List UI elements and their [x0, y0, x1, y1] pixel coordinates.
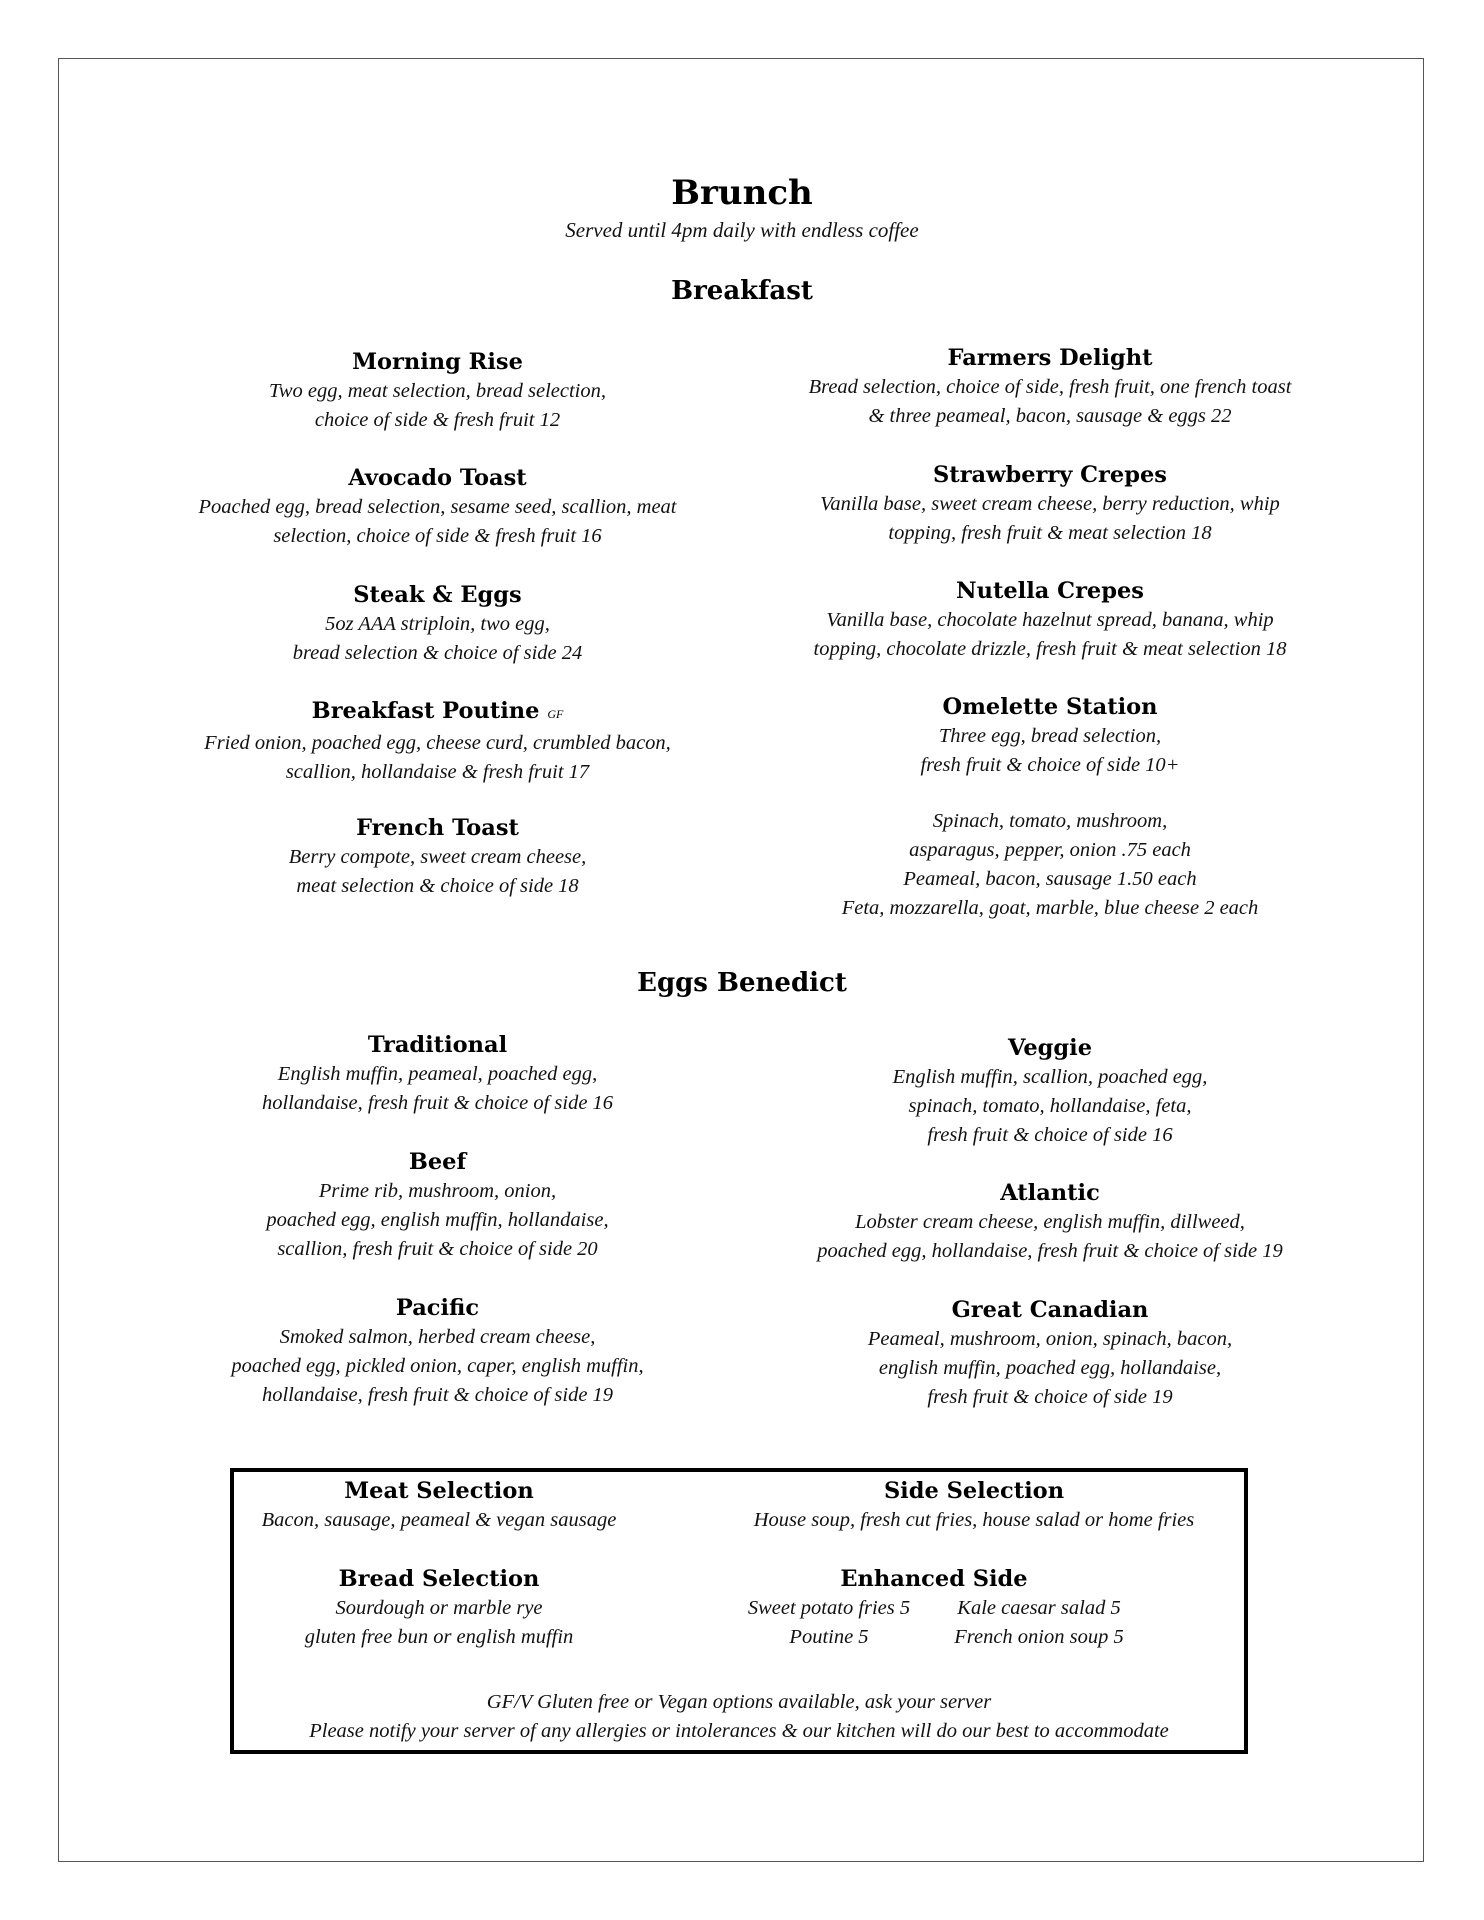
menu-item-traditional	[140, 1030, 735, 1118]
enhanced-side-item: French onion soup 5	[954, 1626, 1124, 1648]
bread-selection	[234, 1564, 644, 1652]
item-name: Nutella Crepes	[956, 578, 1144, 604]
menu-title: Brunch	[671, 173, 813, 213]
menu-item-avocado-toast	[140, 463, 735, 551]
item-description: Berry compote, sweet cream cheese, meat selection & choice of side 18	[288, 846, 587, 897]
item-name: Steak & Eggs	[353, 582, 522, 608]
meat-selection	[234, 1476, 644, 1535]
side-selection-title: Side Selection	[883, 1478, 1065, 1504]
enhanced-side	[734, 1564, 1134, 1652]
item-name: Breakfast Poutine	[311, 698, 540, 724]
item-name: French Toast	[356, 815, 519, 841]
menu-item-omelette-station	[752, 692, 1348, 780]
item-description: Two egg, meat selection, bread selection, choice of side & fresh fruit 12	[268, 380, 607, 431]
item-description: Vanilla base, sweet cream cheese, berry reduction, whip topping, fresh fruit & meat selection 18	[820, 493, 1280, 544]
item-name: Veggie	[1007, 1035, 1093, 1061]
item-name: Pacific	[395, 1295, 480, 1321]
item-description: Prime rib, mushroom, onion, poached egg, english muffin, hollandaise, scallion, fresh fruit & choice of side 20	[266, 1180, 609, 1260]
enhanced-side-title: Enhanced Side	[840, 1566, 1028, 1592]
item-description: Vanilla base, chocolate hazelnut spread, banana, whip topping, chocolate drizzle, fresh fruit & meat selection 18	[813, 609, 1287, 660]
menu-item-veggie	[752, 1033, 1348, 1150]
section-heading-breakfast: Breakfast	[671, 276, 813, 306]
side-selection-desc: House soup, fresh cut fries, house salad or home fries	[753, 1509, 1195, 1531]
bread-selection-line2: gluten free bun or english muffin	[304, 1626, 574, 1648]
menu-item-great-canadian	[752, 1295, 1348, 1412]
item-description: Lobster cream cheese, english muffin, dillweed, poached egg, hollandaise, fresh fruit & choice of side 19	[817, 1211, 1283, 1262]
item-name: Avocado Toast	[348, 465, 527, 491]
dietary-notes	[234, 1688, 1244, 1746]
item-name: Strawberry Crepes	[933, 462, 1167, 488]
item-description: Smoked salmon, herbed cream cheese, poached egg, pickled onion, caper, english muffin, hollandaise, fresh fruit & choice of side 19	[231, 1326, 644, 1406]
item-name: Omelette Station	[942, 694, 1158, 720]
item-description: 5oz AAA striploin, two egg, bread selection & choice of side 24	[292, 613, 583, 664]
enhanced-side-item: Poutine 5	[789, 1626, 869, 1648]
meat-selection-desc: Bacon, sausage, peameal & vegan sausage	[261, 1509, 617, 1531]
item-description: English muffin, scallion, poached egg, spinach, tomato, hollandaise, feta, fresh fruit & choice of side 16	[892, 1066, 1208, 1146]
bread-selection-title: Bread Selection	[338, 1566, 540, 1592]
omelette-extras-list: Spinach, tomato, mushroom, asparagus, pepper, onion .75 each Peameal, bacon, sausage 1.50 each Feta, mozzarella, goat, marble, blue cheese 2 each	[841, 810, 1259, 919]
side-selection	[734, 1476, 1214, 1535]
menu-item-atlantic	[752, 1178, 1348, 1266]
menu-item-nutella-crepes	[752, 576, 1348, 664]
item-description: Bread selection, choice of side, fresh fruit, one french toast & three peameal, bacon, sausage & eggs 22	[808, 376, 1292, 427]
menu-item-steak-eggs	[140, 580, 735, 668]
gluten-free-vegan-note: GF/V Gluten free or Vegan options available, ask your server	[486, 1691, 992, 1713]
menu-item-beef	[140, 1147, 735, 1264]
section-heading-eggs-benedict: Eggs Benedict	[637, 968, 847, 998]
omelette-extras	[752, 807, 1348, 923]
gluten-free-tag: GF	[547, 707, 564, 721]
enhanced-side-item: Sweet potato fries 5	[747, 1597, 911, 1619]
menu-item-french-toast	[140, 813, 735, 901]
meat-selection-title: Meat Selection	[344, 1478, 534, 1504]
item-description: Peameal, mushroom, onion, spinach, bacon, english muffin, poached egg, hollandaise, fresh fruit & choice of side 19	[867, 1328, 1233, 1408]
menu-item-strawberry-crepes	[752, 460, 1348, 548]
item-name: Beef	[408, 1149, 467, 1175]
menu-subtitle: Served until 4pm daily with endless coffee	[565, 218, 919, 242]
item-description: Three egg, bread selection, fresh fruit & choice of side 10+	[920, 725, 1180, 776]
enhanced-side-item: Kale caesar salad 5	[957, 1597, 1121, 1619]
menu-item-morning-rise	[140, 347, 735, 435]
item-name: Farmers Delight	[947, 345, 1153, 371]
allergy-note: Please notify your server of any allergies or intolerances & our kitchen will do our best to accommodate	[309, 1720, 1169, 1742]
menu-item-farmers-delight	[752, 343, 1348, 431]
menu-item-breakfast-poutine	[140, 696, 735, 787]
item-name: Great Canadian	[951, 1297, 1149, 1323]
menu-item-pacific	[140, 1293, 735, 1410]
bread-selection-line1: Sourdough or marble rye	[335, 1597, 543, 1619]
item-name-row	[140, 696, 735, 729]
item-description: English muffin, peameal, poached egg, hollandaise, fresh fruit & choice of side 16	[261, 1063, 614, 1114]
item-name: Morning Rise	[352, 349, 523, 375]
selections-box	[230, 1468, 1248, 1754]
item-description: Poached egg, bread selection, sesame seed, scallion, meat selection, choice of side & fresh fruit 16	[198, 496, 677, 547]
item-name: Traditional	[367, 1032, 508, 1058]
item-name: Atlantic	[1000, 1180, 1100, 1206]
item-description: Fried onion, poached egg, cheese curd, crumbled bacon, scallion, hollandaise & fresh fruit 17	[204, 732, 671, 783]
